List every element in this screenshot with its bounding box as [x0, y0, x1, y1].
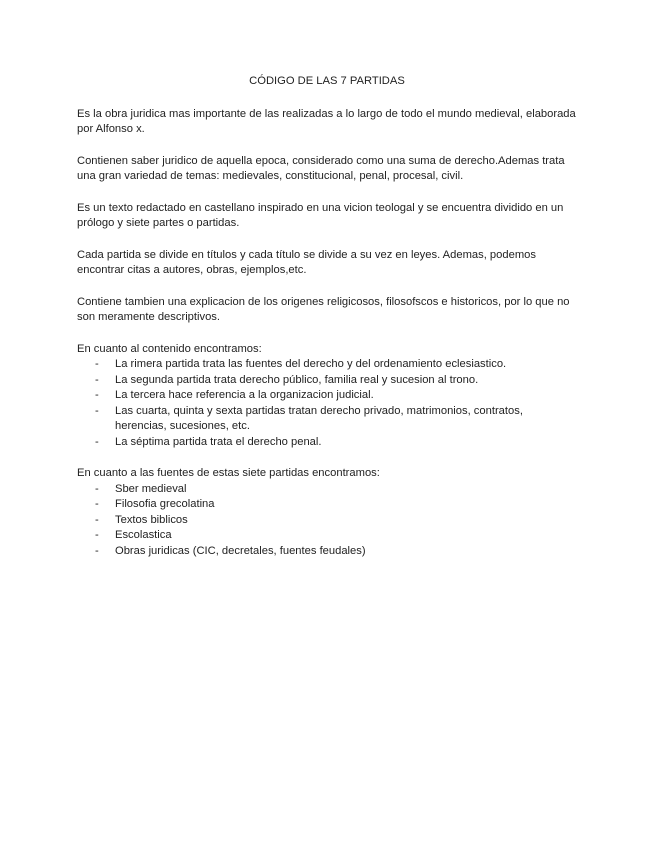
paragraph-contenido-saber: Contienen saber juridico de aquella epoca, considerado como una suma de derecho.Ademas trata una gran variedad de temas: medievales, constitucional, penal, procesal, civil.	[77, 154, 565, 182]
list-item-text: Textos biblicos	[115, 513, 188, 526]
list-item-text: La tercera hace referencia a la organizacion judicial.	[115, 389, 374, 401]
paragraph-obra: Es la obra juridica mas importante de las realizadas a lo largo de todo el mundo medieval, elaborada por Alfonso x.	[77, 107, 576, 135]
bullet-dash: -	[95, 544, 99, 557]
paragraph-titulos-leyes: Cada partida se divide en títulos y cada título se divide a su vez en leyes. Ademas, podemos encontrar citas a autores, obras, ejemplos,etc.	[77, 248, 536, 276]
bullet-dash: -	[95, 513, 99, 526]
fuentes-intro: En cuanto a las fuentes de estas siete partidas encontramos:	[77, 467, 380, 479]
list-item-text: Las cuarta, quinta y sexta partidas tratan derecho privado, matrimonios, contratos, herencias, sucesiones, etc.	[115, 404, 523, 432]
list-item-text: Escolastica	[115, 529, 172, 541]
contenido-list	[77, 357, 577, 450]
list-item	[77, 404, 577, 435]
list-item	[77, 435, 577, 451]
paragraph-explicacion-origenes: Contiene tambien una explicacion de los origenes religicosos, filosofscos e historicos, por lo que no son meramente descriptivos.	[77, 295, 570, 323]
list-item	[77, 482, 577, 498]
bullet-dash: -	[95, 373, 99, 386]
list-item-text: La séptima partida trata el derecho penal.	[115, 435, 322, 448]
bullet-dash: -	[95, 358, 99, 370]
bullet-dash: -	[95, 498, 99, 510]
list-item-text: La rimera partida trata las fuentes del derecho y del ordenamiento eclesiastico.	[115, 358, 507, 370]
list-item	[77, 357, 577, 373]
paragraph-texto-castellano: Es un texto redactado en castellano inspirado en una vicion teologal y se encuentra dividido en un prólogo y siete partes o partidas.	[77, 201, 564, 229]
list-item	[77, 513, 577, 529]
list-item	[77, 373, 577, 389]
list-item	[77, 388, 577, 404]
list-item-text: Obras juridicas (CIC, decretales, fuentes feudales)	[115, 544, 366, 557]
list-item-text: Filosofia grecolatina	[115, 498, 215, 510]
list-item-text: Sber medieval	[115, 482, 187, 495]
list-item	[77, 528, 577, 544]
bullet-dash: -	[95, 404, 99, 417]
fuentes-list	[77, 482, 577, 560]
bullet-dash: -	[95, 389, 99, 401]
list-item	[77, 497, 577, 513]
bullet-dash: -	[95, 482, 99, 495]
contenido-intro: En cuanto al contenido encontramos:	[77, 342, 262, 355]
bullet-dash: -	[95, 435, 99, 448]
document-title: CÓDIGO DE LAS 7 PARTIDAS	[249, 75, 405, 87]
list-item-text: La segunda partida trata derecho público, familia real y sucesion al trono.	[115, 373, 479, 386]
list-item	[77, 544, 577, 560]
document-page	[77, 74, 577, 575]
bullet-dash: -	[95, 529, 99, 541]
